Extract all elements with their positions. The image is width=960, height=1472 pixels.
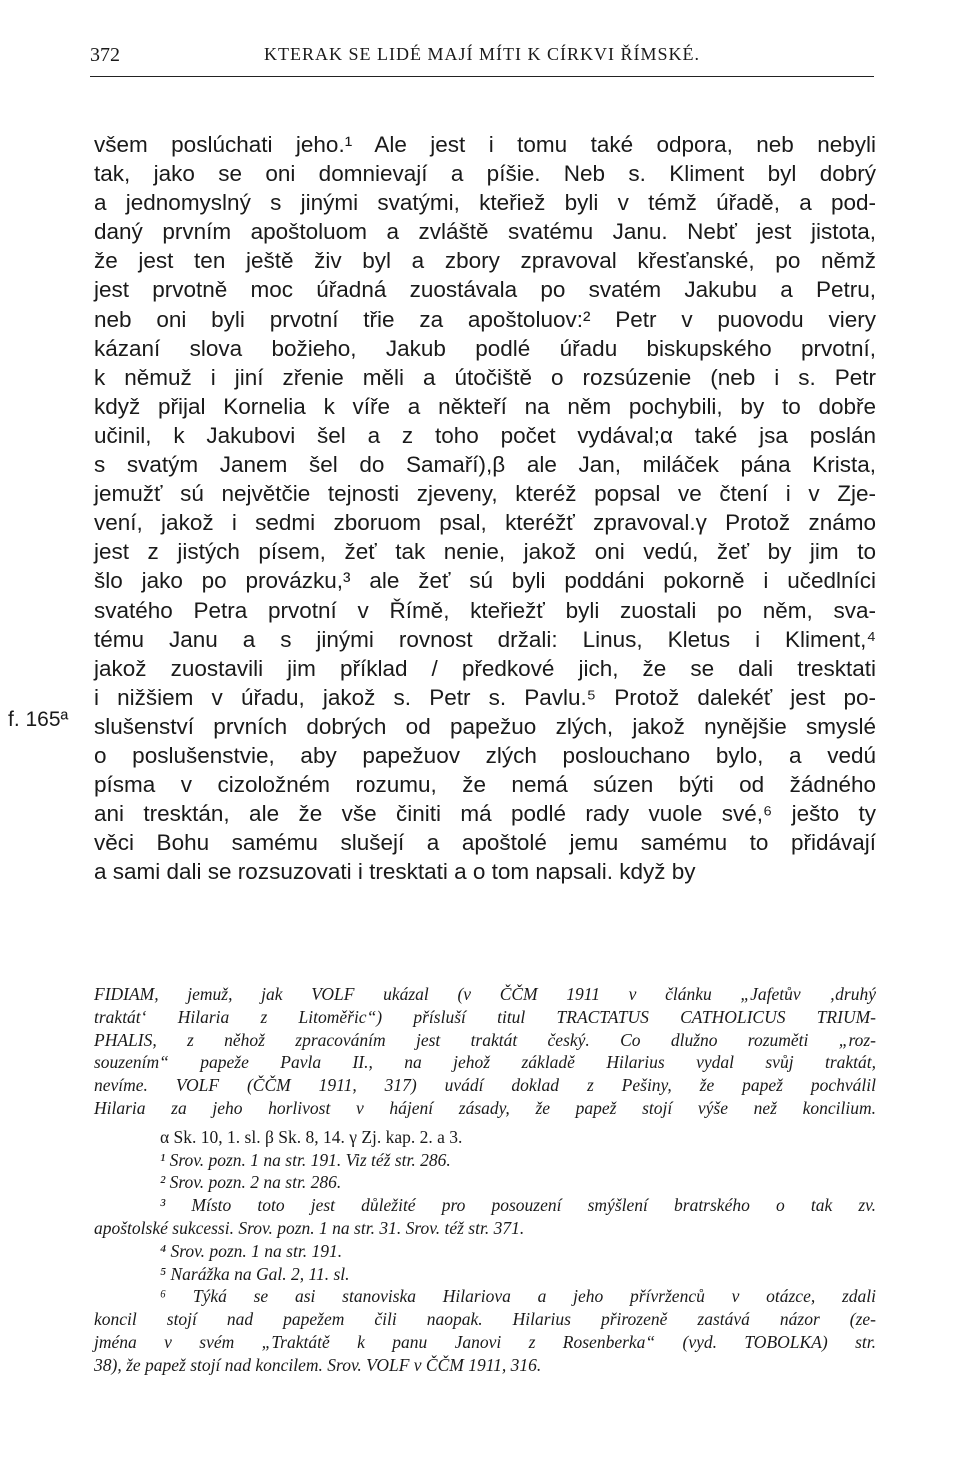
running-title: KTERAK SE LIDÉ MAJÍ MÍTI K CÍRKVI ŘÍMSKÉ. — [264, 44, 700, 64]
text-line: kázaní slova božieho, Jakub podlé úřadu biskupského prvotní, — [94, 335, 876, 361]
footnote-greek-refs: α Sk. 10, 1. sl. β Sk. 8, 14. γ Zj. kap. 2. a 3. — [160, 1126, 463, 1147]
main-text — [94, 130, 876, 886]
note-line: PHALIS, z něhož zpracováním jest traktát český. Co dlužno rozuměti „roz- — [94, 1029, 876, 1050]
text-line: k němuž i jiní zřenie měli a útočiště o rozsúzenie (neb i s. Petr — [94, 364, 876, 390]
footnote-3: ³ Místo toto jest důležité pro posouzení smýšlení bratrského o tak zv. — [160, 1195, 876, 1216]
footnote-6-cont: 38), že papež stojí nad koncilem. Srov. VOLF v ČČM 1911, 316. — [94, 1354, 542, 1375]
note-line: nevíme. VOLF (ČČM 1911, 317) uvádí doklad z Pešiny, že papež pochválil — [94, 1075, 876, 1096]
note-line: Hilaria za jeho horlivost v hájení zásady, že papež stojí výše než koncilium. — [94, 1097, 876, 1118]
text-line: když přijal Kornelia k víře a někteří na něm pochybili, by to dobře — [94, 393, 876, 419]
text-line: všem poslúchati jeho.¹ Ale jest i tomu také odpora, neb nebyli — [94, 132, 876, 157]
footnote-3-cont: apoštolské sukcessi. Srov. pozn. 1 na str. 31. Srov. též str. 371. — [94, 1217, 525, 1238]
text-line: jest z jistých písem, žeť tak nenie, jakož oni vedú, žeť by jim to — [94, 539, 876, 565]
text-line: o poslušenstvie, aby papežuov zlých poslouchano bylo, a vedú — [94, 742, 876, 768]
header-rule — [90, 76, 874, 77]
continued-note — [94, 983, 876, 1120]
note-line: traktát‘ Hilaria z Litoměřic“) přísluší titul TRACTATUS CATHOLICUS TRIUM- — [94, 1006, 876, 1027]
footnotes — [94, 1126, 876, 1377]
folio-margin-note: f. 165ª — [8, 708, 69, 731]
page-number: 372 — [90, 44, 120, 66]
note-line: souzením“ papeže Pavla II., na jehož základě Hilarius vydal svůj traktát, — [94, 1052, 876, 1073]
text-line: a jednomyslný s jinými svatými, kteřiež byli v témž úřadě, a pod- — [94, 190, 876, 216]
footnote-2: ² Srov. pozn. 2 na str. 286. — [160, 1172, 342, 1193]
footnote-6-cont: koncil stojí nad papežem čili naopak. Hilarius přirozeně zastává názor (ze- — [94, 1309, 876, 1330]
footnote-6: ⁶ Týká se asi stanoviska Hilariova a jeho přívrženců v otázce, zdali — [160, 1286, 876, 1307]
text-line: neb oni byli prvotní třie za apoštoluov:² Petr v puovodu viery — [94, 306, 876, 332]
footnote-1: ¹ Srov. pozn. 1 na str. 191. Viz též str. 286. — [160, 1149, 451, 1170]
text-line: slušenství prvních dobrých od papežuo zlých, jakož nynějšie smyslé — [94, 713, 876, 739]
text-line: daný prvním apoštoluom a zvláště svatému Janu. Nebť jest jistota, — [94, 219, 876, 245]
notes-area — [94, 983, 876, 1377]
text-line: a sami dali se rozsuzovati i tresktati a o tom napsali. když by — [94, 859, 696, 885]
text-line: věci Bohu samému slušejí a apoštolé jemu samému to přidávají — [94, 830, 876, 856]
text-line: že jest ten ještě živ byl a zbory zpravoval křesťanské, po němž — [94, 248, 876, 274]
text-line: tak, jako se oni domnievají a píšie. Neb s. Kliment byl dobrý — [94, 161, 876, 187]
text-line: jakož zuostavili jim příklad / předkové jich, že se dali tresktati — [94, 655, 876, 681]
text-line: ani tresktán, ale že vše činiti má podlé rady vuole své,⁶ ješto ty — [94, 801, 876, 827]
text-line: šlo jako po provázku,³ ale žeť sú byli poddáni pokorně i učedlníci — [94, 568, 876, 594]
footnote-5: ⁵ Narážka na Gal. 2, 11. sl. — [160, 1263, 350, 1284]
footnote-6-cont: jména v svém „Traktátě k panu Janovi z Rosenberka“ (vyd. TOBOLKA) str. — [94, 1331, 876, 1352]
text-line: jemužť sú největčie tejnosti zjeveny, kteréž popsal ve čtení i v Zje- — [94, 481, 876, 507]
text-line: jest prvotně moc úřadná zuostávala po svatém Jakubu a Petru, — [94, 277, 876, 303]
text-line: písma v cizoložném rozumu, že nemá súzen býti od žádného — [94, 772, 876, 798]
text-line: svatého Petra prvotní v Římě, kteřiežť byli zuostali po něm, sva- — [94, 597, 876, 623]
text-line: vení, jakož i sedmi zboruom psal, kteréžť zpravoval.γ Protož známo — [94, 510, 876, 536]
text-line: tému Janu a s jinými rovnost držali: Linus, Kletus i Kliment,⁴ — [94, 626, 876, 652]
footnote-4: ⁴ Srov. pozn. 1 na str. 191. — [160, 1240, 343, 1261]
text-line: učinil, k Jakubovi šel a z toho počet vydával;α také jsa poslán — [94, 422, 876, 448]
text-line: s svatým Janem šel do Samaří),β ale Jan, miláček pána Krista, — [94, 452, 876, 478]
note-line: FIDIAM, jemuž, jak VOLF ukázal (v ČČM 1911 v článku „Jafetův ‚druhý — [94, 984, 876, 1004]
text-line: i nižšiem v úřadu, jakož s. Petr s. Pavlu.⁵ Protož dalekéť jest po- — [94, 684, 876, 710]
running-header — [90, 40, 874, 76]
